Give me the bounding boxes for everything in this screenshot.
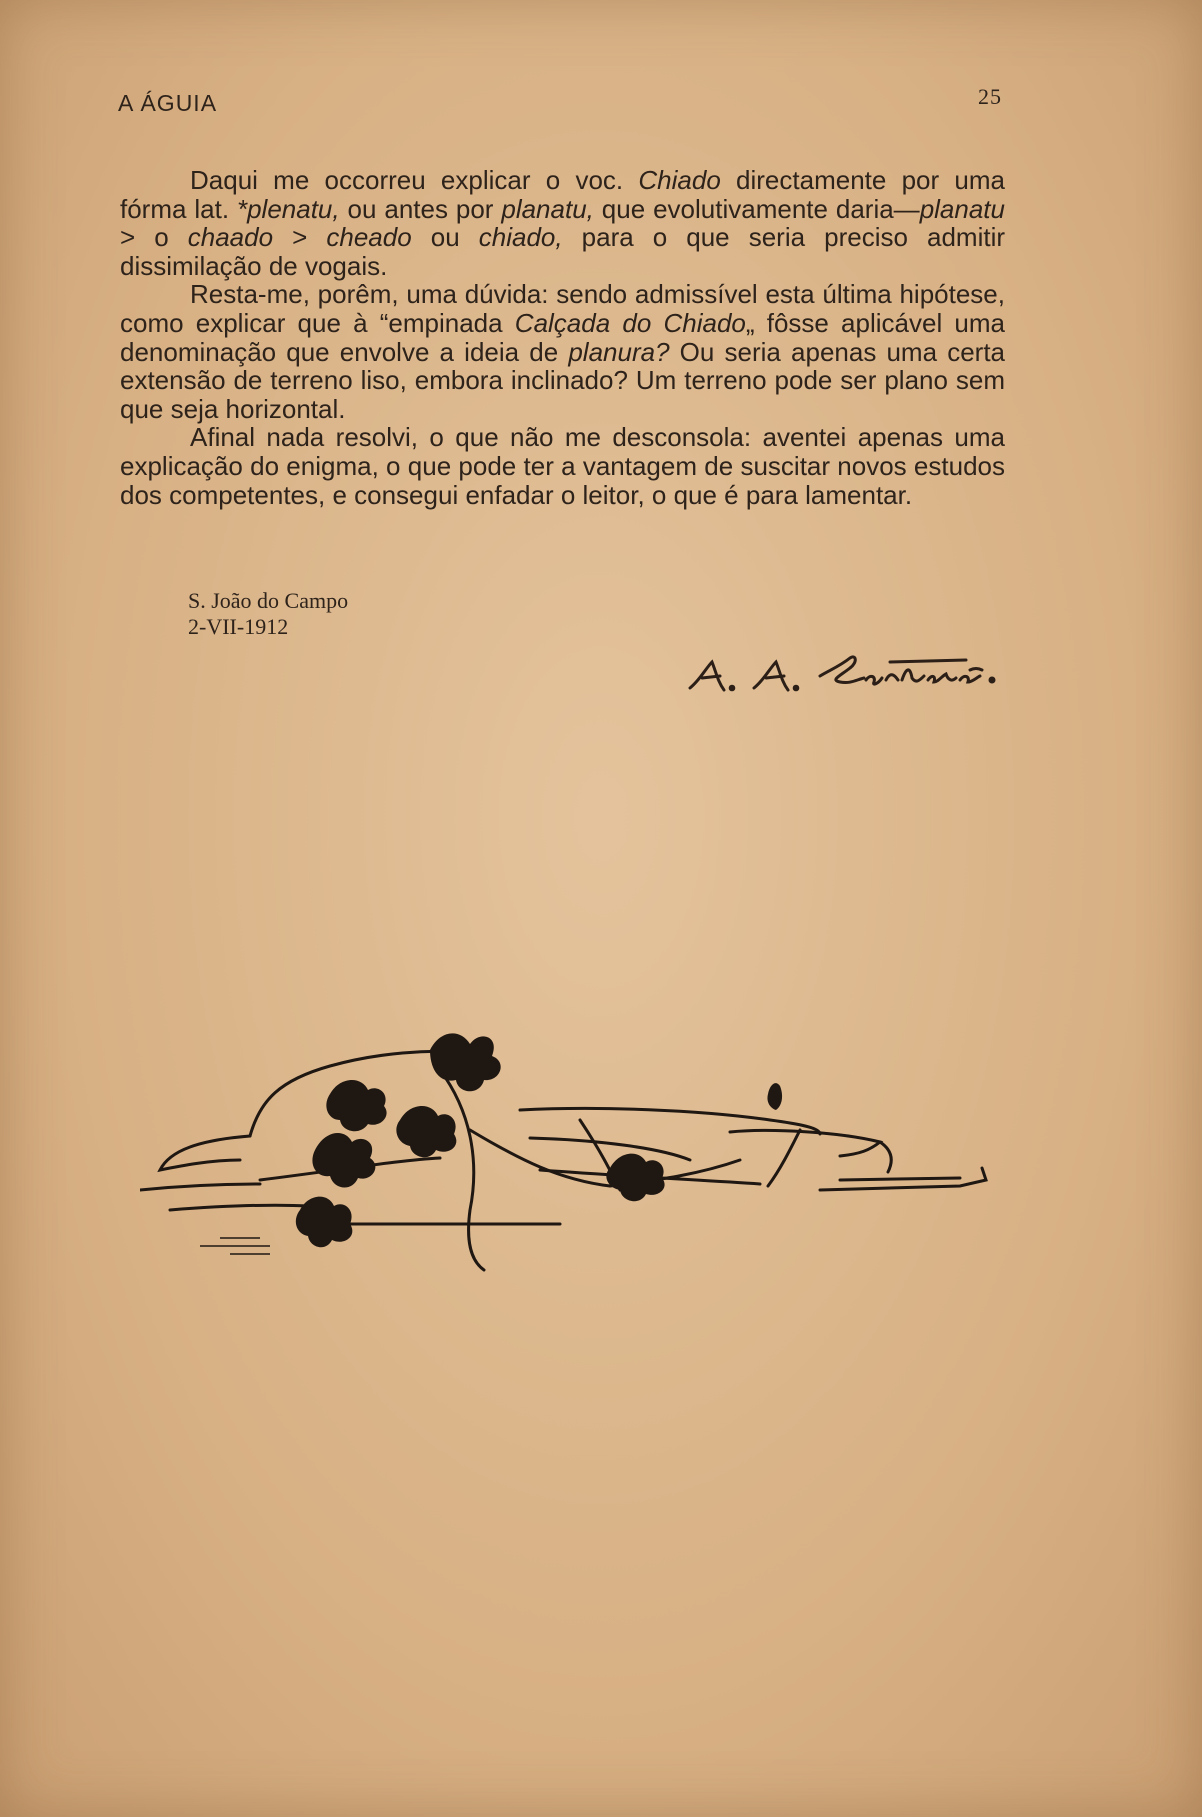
place-and-date (188, 588, 348, 640)
handwritten-signature-icon (680, 640, 1020, 700)
text-run: para o que seria preciso admitir dissimilação de vogais. (120, 222, 1006, 281)
paragraph-2 (120, 280, 1005, 423)
text-run: ou antes por (339, 193, 502, 224)
text-run: directamente por uma fórma lat. (120, 165, 1005, 224)
italic-term: cheado (326, 222, 412, 253)
italic-term: planatu, (501, 193, 594, 224)
journal-title: A ÁGUIA (118, 90, 218, 116)
text-run: Resta-me, porêm, uma dúvida: sendo admissível esta última hipótese, como explicar que à “empinada (120, 279, 1005, 338)
text-run: Ou seria apenas uma certa extensão de terreno liso, embora inclinado? Um terreno pode ser plano sem que seja horizontal. (120, 336, 1005, 424)
italic-term: chiado, (478, 222, 563, 253)
italic-term: *plenatu, (236, 193, 340, 224)
text-run: > (273, 222, 327, 253)
italic-term: planatu (919, 193, 1005, 224)
text-run: „ fôsse aplicável uma denominação que envolve a ideia de (120, 307, 1005, 367)
grapevine-ornament-icon (140, 1010, 1010, 1290)
date: 2-VII-1912 (188, 614, 289, 639)
page-number: 25 (978, 84, 1002, 109)
text-run: ou (411, 222, 479, 253)
italic-term: planura? (568, 336, 670, 367)
text-run: que evolutivamente daria— (593, 193, 920, 224)
place: S. João do Campo (188, 588, 349, 613)
italic-term: chaado (187, 222, 274, 253)
paragraph-3: Afinal nada resolvi, o que não me desconsola: aventei apenas uma explicação do enigma, o que pode ter a vantagem de suscitar novos estudos dos competentes, e consegui enfadar o leitor, o que é para lamentar. (120, 422, 1005, 510)
text-run: Daqui me occorreu explicar o voc. (190, 165, 639, 195)
paragraph-1 (120, 166, 1005, 280)
italic-term: Calçada do Chiado (514, 307, 746, 338)
article-body (120, 166, 1005, 509)
text-run: > o (120, 222, 188, 253)
italic-term: Chiado (638, 165, 721, 195)
